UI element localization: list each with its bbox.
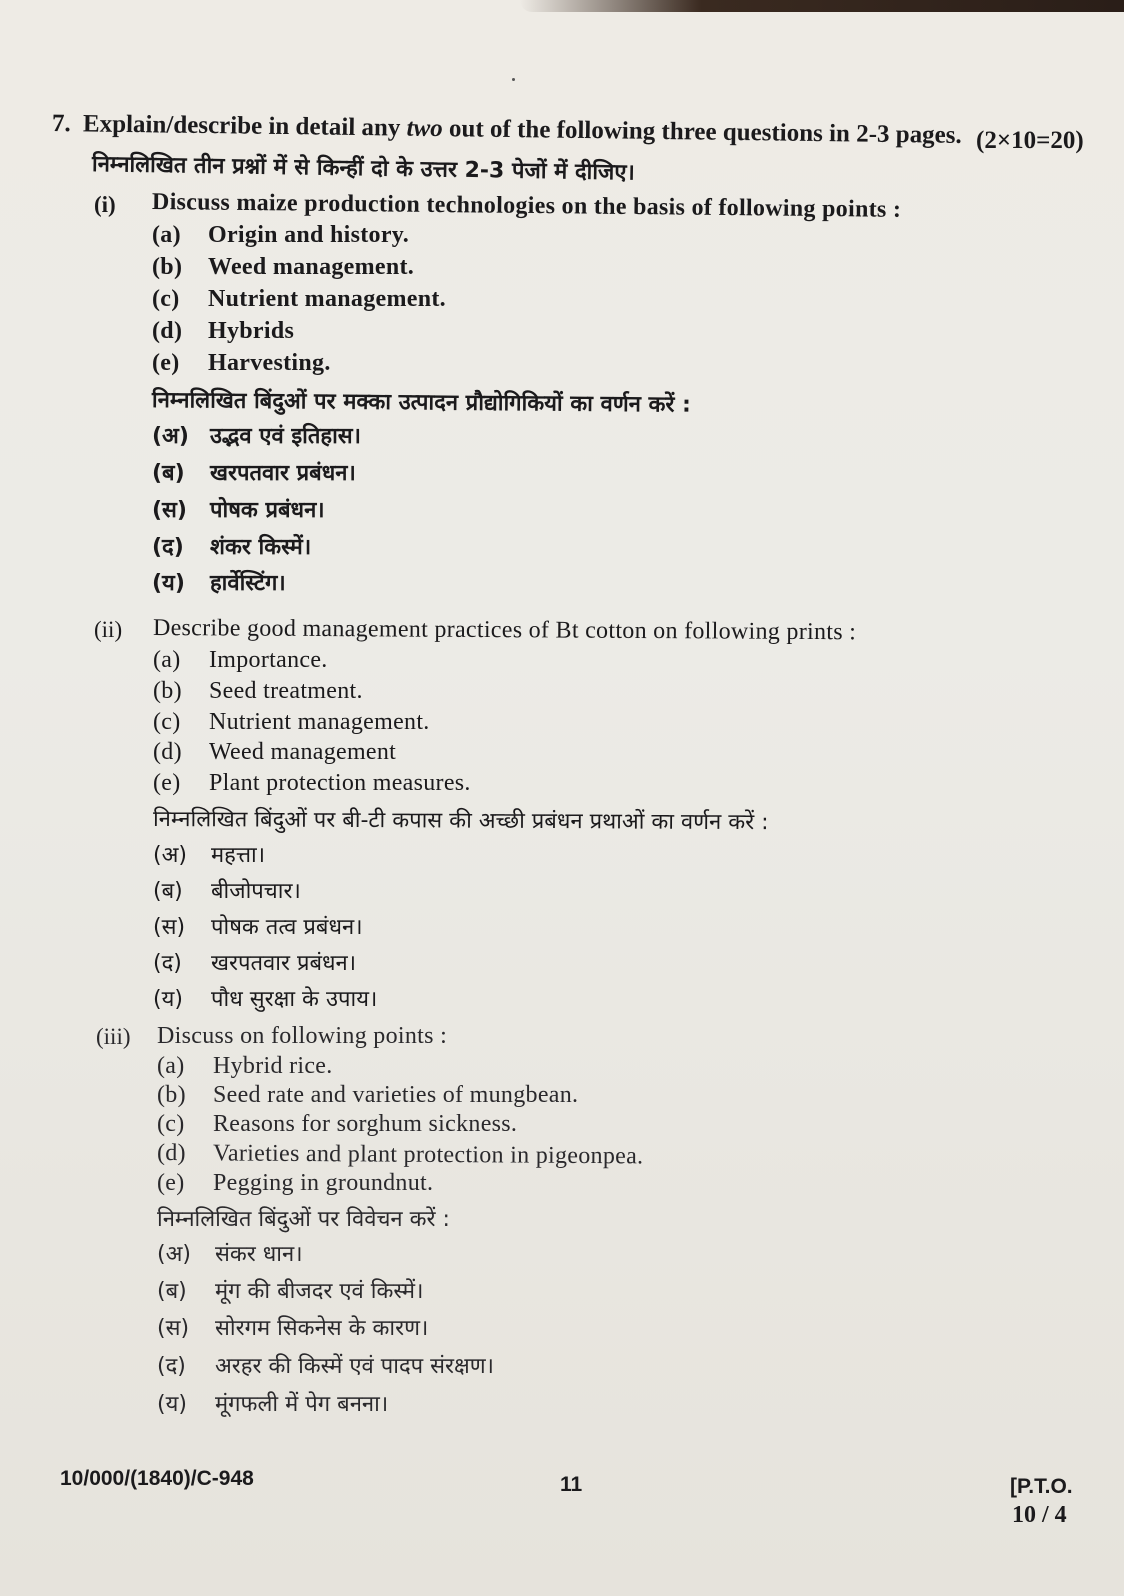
- list-item: (a) Hybrid rice.: [157, 1053, 333, 1079]
- page-number: 11: [560, 1473, 583, 1496]
- part-iii-title: Discuss on following points :: [157, 1023, 448, 1049]
- part-i-number: (i): [94, 192, 116, 217]
- list-item: (ब) बीजोपचार।: [153, 879, 301, 904]
- list-item: (d) Weed management: [153, 739, 397, 765]
- part-i-title-hindi: निम्नलिखित बिंदुओं पर मक्का उत्पादन प्रौद्योगिकियों का वर्णन करें :: [151, 388, 692, 418]
- part-ii-number: (ii): [94, 617, 123, 642]
- pto-marker: [P.T.O.: [1010, 1475, 1073, 1498]
- part-i-title: Discuss maize production technologies on the basis of following points :: [151, 189, 902, 223]
- question-marks: (2×10=20): [976, 127, 1084, 154]
- list-item: (c) Reasons for sorghum sickness.: [157, 1111, 518, 1137]
- list-item: (e) Plant protection measures.: [153, 770, 471, 796]
- question-text-emphasis: two: [406, 114, 443, 143]
- list-item: (अ) संकर धान।: [157, 1242, 303, 1267]
- sheet-number: 10 / 4: [1012, 1502, 1067, 1528]
- question-heading: [52, 110, 962, 150]
- part-ii-title-hindi: निम्नलिखित बिंदुओं पर बी-टी कपास की अच्छी प्रबंधन प्रथाओं का वर्णन करें :: [152, 807, 769, 836]
- ink-dot: [512, 78, 515, 81]
- list-item: (स) पोषक तत्व प्रबंधन।: [153, 915, 363, 940]
- question-text-part1: Explain/describe in detail any: [82, 110, 407, 142]
- list-item: (d) Hybrids: [152, 318, 295, 344]
- list-item: (b) Weed management.: [152, 254, 415, 280]
- list-item: (अ) उद्भव एवं इतिहास।: [152, 424, 361, 449]
- list-item: (ब) मूंग की बीजदर एवं किस्में।: [157, 1279, 424, 1304]
- list-item: (c) Nutrient management.: [153, 709, 430, 735]
- list-item: (अ) महत्ता।: [153, 843, 266, 868]
- list-item: (e) Pegging in groundnut.: [157, 1170, 434, 1196]
- list-item: (a) Importance.: [153, 647, 328, 673]
- question-number: 7.: [51, 110, 71, 138]
- list-item: (b) Seed treatment.: [153, 678, 363, 704]
- list-item: (ब) खरपतवार प्रबंधन।: [152, 461, 356, 486]
- list-item: (b) Seed rate and varieties of mungbean.: [157, 1082, 579, 1108]
- list-item: (द) अरहर की किस्में एवं पादप संरक्षण।: [157, 1354, 495, 1379]
- paper-code: 10/000/(1840)/C-948: [60, 1467, 254, 1490]
- list-item: (स) पोषक प्रबंधन।: [152, 498, 325, 523]
- list-item: (द) खरपतवार प्रबंधन।: [153, 951, 357, 976]
- list-item: (य) हार्वेस्टिंग।: [152, 571, 286, 596]
- part-iii-title-hindi: निम्नलिखित बिंदुओं पर विवेचन करें :: [157, 1207, 450, 1232]
- question-text-part2: out of the following three questions in 2-3 pages.: [442, 115, 962, 149]
- part-iii-number: (iii): [96, 1024, 131, 1049]
- list-item: (c) Nutrient management.: [152, 286, 446, 312]
- question-text-hindi: निम्नलिखित तीन प्रश्नों में से किन्हीं दो के उत्तर 2-3 पेजों में दीजिए।: [91, 152, 636, 186]
- part-ii-title: Describe good management practices of Bt cotton on following prints :: [152, 615, 857, 646]
- page-top-shadow: [520, 0, 1124, 12]
- list-item: (स) सोरगम सिकनेस के कारण।: [157, 1316, 429, 1341]
- list-item: (य) मूंगफली में पेग बनना।: [157, 1392, 389, 1417]
- list-item: (e) Harvesting.: [152, 350, 331, 376]
- list-item: (a) Origin and history.: [152, 222, 410, 248]
- list-item: (द) शंकर किस्में।: [152, 535, 312, 560]
- list-item: (d) Varieties and plant protection in pigeonpea.: [156, 1140, 644, 1170]
- list-item: (य) पौध सुरक्षा के उपाय।: [153, 987, 378, 1012]
